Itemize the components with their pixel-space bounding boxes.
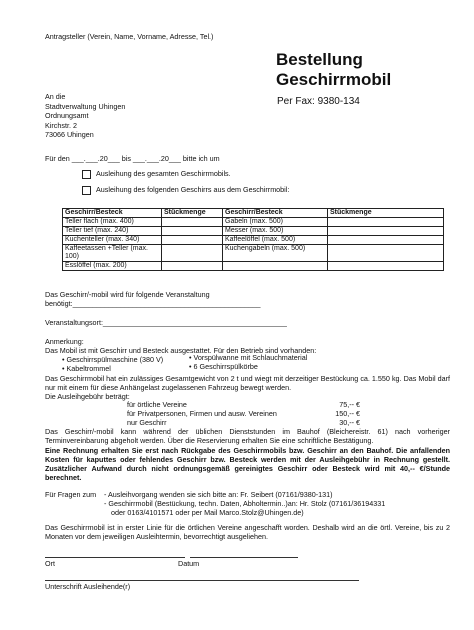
date-range-line: Für den ___.___.20___ bis ___.___.20___ bitte ich um — [45, 154, 220, 163]
table-row — [63, 245, 444, 262]
col-header: Geschirr/Besteck — [63, 209, 162, 218]
contact-line: - Geschirrmobil (Bestückung, techn. Daten, Abholtermin..)an: Hr. Stolz (07161/36194331 — [104, 499, 386, 508]
weight-note: Das Geschirrmobil hat ein zulässiges Gesamtgewicht von 2 t und wiegt mit derzeitiger Bestückung ca. 1.550 kg. Das Mobil darf nur mit einem für diese Anhängelast zugelassenen Fahrzeug bewegt werden. — [45, 374, 450, 392]
quantity-cell[interactable] — [162, 262, 223, 271]
option-partial[interactable] — [82, 185, 289, 195]
event-line-2: benötigt:_______________________________________________ — [45, 299, 261, 308]
quantity-cell[interactable] — [328, 262, 444, 271]
table-cell: Esslöffel (max. 200) — [63, 262, 162, 271]
list-item: • Vorspülwanne mit Schlauchmaterial — [189, 353, 308, 362]
list-item: • Kabeltrommel — [62, 364, 111, 373]
table-row — [63, 218, 444, 227]
dishes-table — [62, 208, 444, 271]
address-line: Ordnungsamt — [45, 111, 89, 120]
table-cell — [223, 262, 328, 271]
table-cell: Kuchenteller (max. 340) — [63, 236, 162, 245]
table-header-row — [63, 209, 444, 218]
fee-label: für Privatpersonen, Firmen und ausw. Vereinen — [127, 409, 277, 418]
fee-value: 150,-- € — [335, 409, 360, 418]
quantity-cell[interactable] — [162, 236, 223, 245]
table-row — [63, 227, 444, 236]
page-title — [276, 50, 391, 89]
signature-line[interactable] — [45, 580, 359, 581]
quantity-cell[interactable] — [162, 218, 223, 227]
fee-label: für örtliche Vereine — [127, 400, 187, 409]
option-full-mobile[interactable] — [82, 169, 231, 179]
address-line: Kirchstr. 2 — [45, 120, 77, 130]
table-cell: Kuchengabeln (max. 500) — [223, 245, 328, 262]
table-cell: Teller flach (max. 400) — [63, 218, 162, 227]
applicant-label: Antragsteller (Verein, Name, Vorname, Adresse, Tel.) — [45, 32, 214, 41]
notes-intro: Das Mobil ist mit Geschirr und Besteck ausgestattet. Für den Betrieb sind vorhanden: — [45, 346, 317, 355]
quantity-cell[interactable] — [328, 227, 444, 236]
table-row — [63, 236, 444, 245]
fee-label: nur Geschirr — [127, 418, 167, 427]
address-line: Stadtverwaltung Uhingen — [45, 101, 126, 111]
list-item: • Geschirrspülmaschine (380 V) — [62, 355, 164, 364]
location-field[interactable]: Veranstaltungsort:______________________________________________ — [45, 318, 287, 327]
checkbox-full-mobile[interactable] — [82, 170, 91, 179]
contact-line: - Ausleihvorgang wenden sie sich bitte an: Fr. Seibert (07161/9380-131) — [104, 490, 333, 499]
fee-value: 30,-- € — [339, 418, 360, 427]
contact-label: Für Fragen zum — [45, 490, 97, 499]
address-line: 73066 Uhingen — [45, 130, 94, 139]
col-header: Stückmenge — [328, 209, 444, 218]
table-cell: Kaffeelöffel (max. 500) — [223, 236, 328, 245]
list-item: • 6 Geschirrspülkörbe — [189, 362, 258, 371]
table-cell: Gabeln (max. 500) — [223, 218, 328, 227]
place-signature-line[interactable] — [45, 557, 185, 558]
quantity-cell[interactable] — [162, 227, 223, 236]
contact-line: oder 0163/4101571 oder per Mail Marco.Stolz@Uhingen.de) — [111, 508, 304, 517]
event-line-1: Das Geschirr/-mobil wird für folgende Veranstaltung — [45, 290, 210, 299]
date-signature-line[interactable] — [190, 557, 298, 558]
table-row — [63, 262, 444, 271]
place-label: Ort — [45, 559, 55, 568]
equipment-list-2 — [189, 353, 307, 371]
table-cell: Teller tief (max. 240) — [63, 227, 162, 236]
table-cell: Messer (max. 500) — [223, 227, 328, 236]
col-header: Geschirr/Besteck — [223, 209, 328, 218]
date-label: Datum — [178, 559, 200, 568]
fee-heading: Die Ausleihgebühr beträgt: — [45, 392, 130, 401]
invoice-note: Eine Rechnung erhalten Sie erst nach Rückgabe des Geschirrmobils bzw. Geschirr an den Bauhof. Die anfallenden Kosten für kaputtes oder fehlendes Geschirr bzw. Besteck werden mit der Ausleihgebühr in Rechnung gestellt. Zusätzlicher Aufwand durch nicht ordnungsgemäß gereinigtes Geschirr oder Besteck wird mit 40,-- €/Stunde berechnet. — [45, 446, 450, 482]
fax-number: Per Fax: 9380-134 — [277, 96, 360, 107]
equipment-list — [62, 355, 163, 373]
table-cell: Kaffeetassen +Teller (max. 100) — [63, 245, 162, 262]
option-full-mobile-label: Ausleihung des gesamten Geschirrmobils. — [96, 169, 231, 178]
address-line: An die — [45, 92, 66, 101]
fee-value: 75,-- € — [339, 400, 360, 409]
event-field[interactable] — [45, 290, 260, 308]
signature-label: Unterschrift Ausleihende(r) — [45, 582, 131, 591]
quantity-cell[interactable] — [162, 245, 223, 262]
quantity-cell[interactable] — [328, 236, 444, 245]
quantity-cell[interactable] — [328, 218, 444, 227]
title-line-1: Bestellung — [276, 50, 363, 69]
col-header: Stückmenge — [162, 209, 223, 218]
notes-heading: Anmerkung: — [45, 337, 84, 346]
option-partial-label: Ausleihung des folgenden Geschirrs aus dem Geschirrmobil: — [96, 185, 290, 194]
quantity-cell[interactable] — [328, 245, 444, 262]
checkbox-partial[interactable] — [82, 186, 91, 195]
title-line-2: Geschirrmobil — [276, 69, 392, 89]
closing-note: Das Geschirrmobil ist in erster Linie für die örtlichen Vereine angeschafft worden. Deshalb wird an die örtl. Vereine, bis zu 2 Monaten vor dem jeweiligen Ausleihtermin, bevorrechtigt ausgeliehen. — [45, 523, 450, 541]
pickup-note: Das Geschirr/-mobil kann während der üblichen Dienststunden im Bauhof (Bleichereistr. 61) nach vorheriger Terminvereinbarung abgeholt werden. Über die Reservierung erhalten Sie eine schriftliche Bestätigung. — [45, 427, 450, 445]
recipient-address — [45, 92, 125, 140]
contact-lines — [104, 490, 385, 517]
